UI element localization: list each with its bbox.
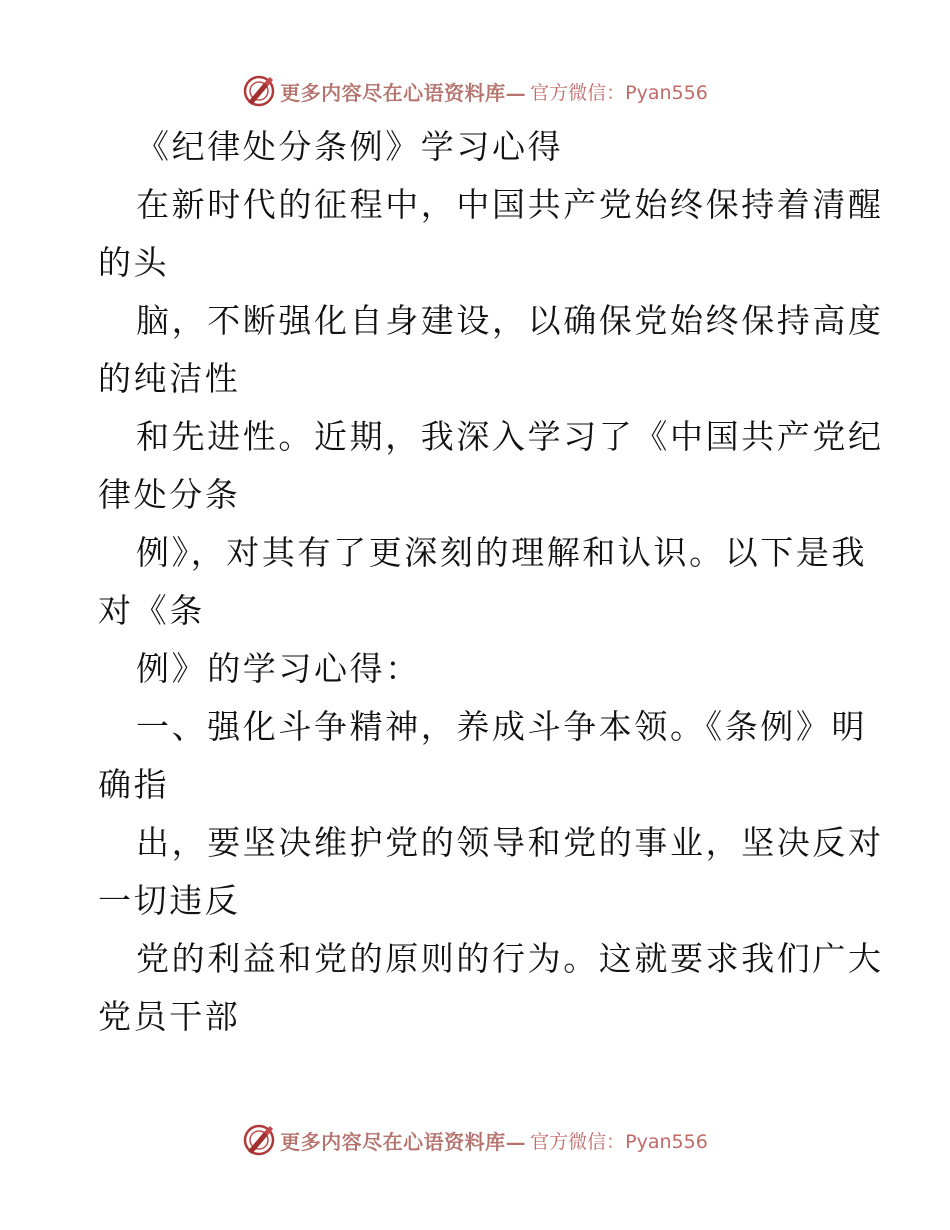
paragraph-line: 的头 [98,243,170,282]
paragraph-line: 律处分条 [98,475,241,514]
paragraph-line: 党的利益和党的原则的行为。这就要求我们广大 [136,939,884,978]
paragraph-line: 确指 [98,765,170,804]
paragraph-line: 一切违反 [98,881,241,920]
paragraph-line: 脑，不断强化自身建设，以确保党始终保持高度 [136,301,884,340]
watermark-title: 更多内容尽在心语资料库— [280,1129,527,1154]
pen-logo-icon [242,74,276,108]
paragraph-line: 和先进性。近期，我深入学习了《中国共产党纪 [136,417,884,456]
paragraph-line: 在新时代的征程中，中国共产党始终保持着清醒 [136,185,884,224]
watermark-wechat: 官方微信：Pyan556 [530,1130,708,1153]
header-watermark [0,71,950,111]
paragraph-line: 出，要坚决维护党的领导和党的事业，坚决反对 [136,823,884,862]
paragraph-line: 例》，对其有了更深刻的理解和认识。以下是我 [136,533,868,572]
paragraph-line: 的纯洁性 [98,359,241,398]
document-title: 《纪律处分条例》学习心得 [136,127,564,166]
watermark-title: 更多内容尽在心语资料库— [280,80,527,105]
section-heading-line: 一、强化斗争精神，养成斗争本领。《条例》明 [136,707,868,746]
pen-logo-icon [242,1123,276,1157]
watermark-wechat: 官方微信：Pyan556 [530,81,708,104]
paragraph-line: 对《条 [98,591,205,630]
paragraph-line: 例》的学习心得： [136,649,421,688]
footer-watermark [0,1120,950,1160]
paragraph-line: 党员干部 [98,997,241,1036]
